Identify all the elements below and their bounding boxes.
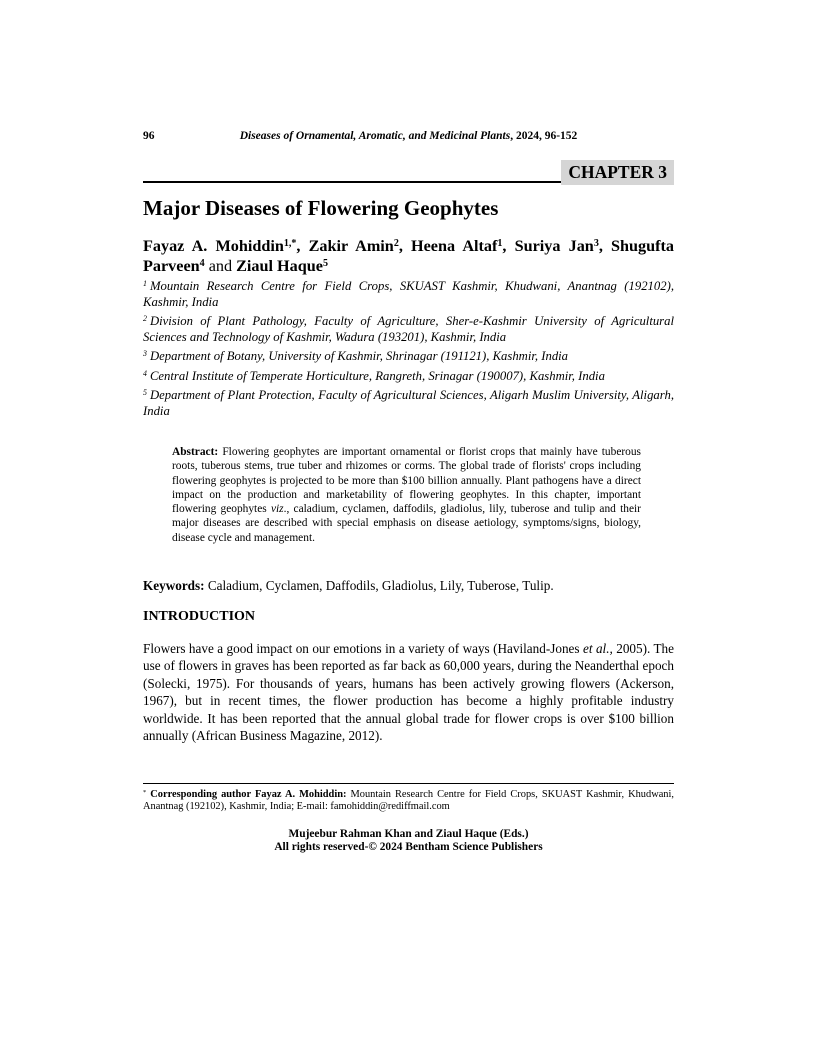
affiliation: [143, 388, 674, 419]
abstract: [172, 445, 641, 545]
footnote-label: Corresponding author Fayaz A. Mohiddin:: [146, 789, 347, 800]
chapter-badge: CHAPTER 3: [561, 160, 674, 185]
running-title-suffix: , 2024, 96-152: [510, 130, 578, 142]
chapter-row: [143, 157, 674, 183]
affiliation-text: Mountain Research Centre for Field Crops, SKUAST Kashmir, Khudwani, Anantnag (192102), Kashmir, India: [143, 279, 674, 309]
affiliation-superscript: 2: [143, 314, 147, 324]
keywords-text: Caladium, Cyclamen, Daffodils, Gladiolus, Lily, Tuberose, Tulip.: [204, 578, 554, 594]
corresponding-author-footnote: [143, 783, 674, 813]
page-bottom: [143, 783, 674, 855]
affiliation: [143, 279, 674, 310]
introduction-heading: INTRODUCTION: [143, 609, 256, 625]
page-content: [143, 0, 674, 745]
author-superscript: 4: [199, 257, 205, 269]
abstract-label: Abstract:: [172, 446, 219, 458]
author-superscript: 3: [593, 238, 599, 250]
authors-line: [143, 237, 674, 276]
author: Fayaz A. Mohiddin$^{1,*}$,: [143, 237, 309, 255]
affiliation-text: Department of Botany, University of Kashmir, Shrinagar (191121), Kashmir, India: [149, 349, 569, 363]
affiliation: [143, 349, 674, 365]
footnote-text: Mountain Research Centre for Field Crops, SKUAST Kashmir, Khudwani, Anantnag (192102), Kashmir, India; E-mail: famohiddin@rediffmail.com: [143, 789, 674, 812]
author-superscript: 1: [497, 238, 503, 250]
paragraph-text: 2005). The use of flowers in graves has been reported as far back as 60,000 years, during the Neanderthal epoch (Solecki, 1975). For thousands of years, humans has been actively growing flowers (Ackerson, 1967), but in recent times, the flower production has become a highly profitable industry worldwide. It has been reported that the annual global trade for flower crops is over $100 billion annually (African Business Magazine, 2012).: [143, 641, 674, 744]
author: Heena Altaf$^1$,: [411, 237, 515, 255]
affiliation: [143, 369, 674, 385]
abstract-text: ., caladium, cyclamen, daffodils, gladiolus, lily, tuberose and tulip and their major diseases are described with special emphasis on disease aetiology, symptoms/signs, biology, disease cycle and management.: [172, 503, 641, 544]
affiliation-superscript: 3: [143, 349, 147, 359]
affiliation-superscript: 4: [143, 368, 147, 378]
abstract-viz: viz: [270, 503, 284, 516]
affiliation-text: Division of Plant Pathology, Faculty of Agriculture, Sher-e-Kashmir University of Agricultural Sciences and Technology of Kashmir, Wadura (193201), Kashmir, India: [143, 314, 674, 344]
page-number: 96: [143, 130, 155, 142]
copyright-line: All rights reserved-© 2024 Bentham Science Publishers: [274, 841, 543, 854]
running-title: [143, 129, 674, 143]
affiliation-text: Department of Plant Protection, Faculty of Agricultural Sciences, Aligarh Muslim University, Aligarh, India: [143, 388, 674, 418]
author-superscript: 1,*: [283, 238, 297, 250]
author-superscript: 2: [393, 238, 399, 250]
author: Zakir Amin$^2$,: [308, 237, 412, 255]
affiliation-superscript: 1: [143, 279, 147, 289]
running-header: [143, 129, 674, 143]
running-title-journal: Diseases of Ornamental, Aromatic, and Medicinal Plants: [239, 130, 511, 142]
author: Suriya Jan$^3$,: [514, 237, 612, 255]
author: Shugufta Parveen$^4$: [143, 237, 674, 275]
author-superscript: 5: [322, 257, 328, 269]
footnote-asterisk: *: [143, 789, 147, 797]
affiliation-text: Central Institute of Temperate Horticulture, Rangreth, Srinagar (190007), Kashmir, India: [149, 368, 605, 383]
abstract-text: Flowering geophytes are important ornamental or florist crops that mainly have tuberous roots, tuberous stems, true tuber and rhizomes or corms. The global trade of florists' crops including flowering geophytes is projected to be more than $100 billion annually. Plant pathogens have a direct impact on the production and marketability of flowering geophytes. In this chapter, important flowering geophytes: [172, 446, 641, 516]
publisher-footer: [143, 828, 674, 855]
author: and Ziaul Haque$^5$: [208, 256, 328, 275]
paragraph-text: Flowers have a good impact on our emotions in a variety of ways (Haviland-Jones: [143, 641, 583, 657]
keywords-line: [143, 578, 674, 594]
affiliation: [143, 314, 674, 345]
affiliation-superscript: 5: [143, 388, 147, 398]
et-al-italic: et al.,: [582, 641, 613, 657]
editors-line: Mujeebur Rahman Khan and Ziaul Haque (Eds.): [288, 827, 529, 840]
chapter-title: Major Diseases of Flowering Geophytes: [143, 196, 499, 220]
keywords-label: Keywords:: [143, 578, 205, 594]
introduction-paragraph: [143, 640, 674, 744]
